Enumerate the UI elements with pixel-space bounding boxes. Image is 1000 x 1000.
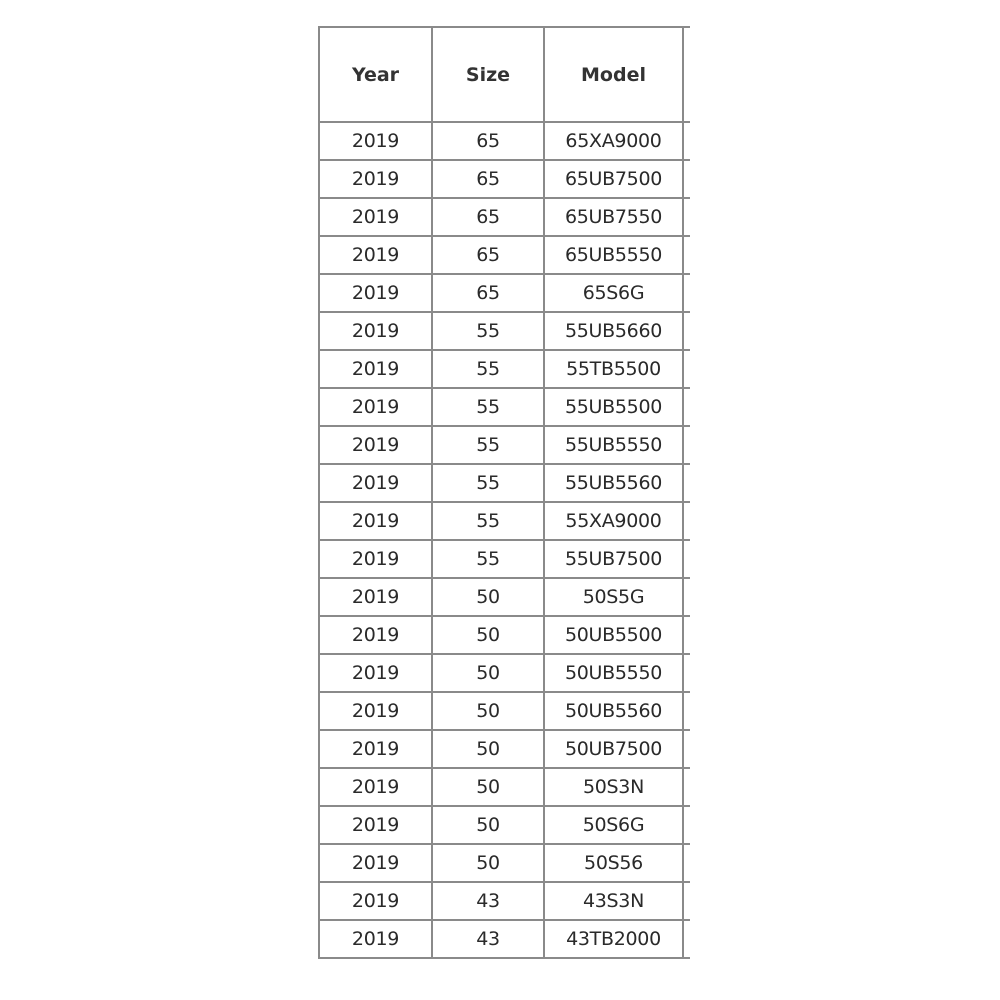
table-row <box>319 502 690 540</box>
cell-cut-off-column <box>683 236 690 274</box>
table-row <box>319 616 690 654</box>
table-row <box>319 274 690 312</box>
table-row <box>319 464 690 502</box>
cell-model: 55UB5500 <box>544 388 683 426</box>
cell-model: 50S6G <box>544 806 683 844</box>
cell-year: 2019 <box>319 274 432 312</box>
cell-model: 55UB7500 <box>544 540 683 578</box>
header-cut-off-column <box>683 27 690 122</box>
header-model: Model <box>544 27 683 122</box>
cell-year: 2019 <box>319 844 432 882</box>
table-row <box>319 350 690 388</box>
cell-cut-off-column <box>683 882 690 920</box>
cell-model: 65S6G <box>544 274 683 312</box>
table-row <box>319 806 690 844</box>
cell-cut-off-column <box>683 274 690 312</box>
cell-cut-off-column <box>683 426 690 464</box>
cell-year: 2019 <box>319 882 432 920</box>
cell-cut-off-column <box>683 806 690 844</box>
cell-cut-off-column <box>683 768 690 806</box>
cell-cut-off-column <box>683 160 690 198</box>
cell-year: 2019 <box>319 198 432 236</box>
cell-size: 55 <box>432 350 544 388</box>
cell-model: 55UB5550 <box>544 426 683 464</box>
cell-size: 43 <box>432 882 544 920</box>
cell-year: 2019 <box>319 464 432 502</box>
cell-size: 65 <box>432 160 544 198</box>
cell-year: 2019 <box>319 160 432 198</box>
cell-year: 2019 <box>319 426 432 464</box>
cell-year: 2019 <box>319 768 432 806</box>
table-row <box>319 236 690 274</box>
cell-model: 50UB5500 <box>544 616 683 654</box>
cell-size: 55 <box>432 426 544 464</box>
cell-model: 50S3N <box>544 768 683 806</box>
cell-size: 55 <box>432 540 544 578</box>
cell-size: 43 <box>432 920 544 958</box>
tv-models-table <box>318 26 690 959</box>
cell-model: 50S56 <box>544 844 683 882</box>
cell-year: 2019 <box>319 920 432 958</box>
cell-size: 50 <box>432 578 544 616</box>
cell-year: 2019 <box>319 654 432 692</box>
table-body <box>319 122 690 958</box>
cell-size: 50 <box>432 806 544 844</box>
cell-cut-off-column <box>683 920 690 958</box>
table-row <box>319 920 690 958</box>
cell-size: 65 <box>432 236 544 274</box>
cell-model: 55TB5500 <box>544 350 683 388</box>
cell-model: 50S5G <box>544 578 683 616</box>
cell-year: 2019 <box>319 236 432 274</box>
table-row <box>319 122 690 160</box>
cell-year: 2019 <box>319 692 432 730</box>
cell-model: 65UB7500 <box>544 160 683 198</box>
cell-model: 50UB5550 <box>544 654 683 692</box>
cell-cut-off-column <box>683 540 690 578</box>
cell-cut-off-column <box>683 730 690 768</box>
cell-size: 55 <box>432 312 544 350</box>
cell-cut-off-column <box>683 198 690 236</box>
cell-cut-off-column <box>683 844 690 882</box>
cell-model: 55UB5660 <box>544 312 683 350</box>
table-row <box>319 768 690 806</box>
cell-year: 2019 <box>319 122 432 160</box>
table-row <box>319 312 690 350</box>
table-row <box>319 540 690 578</box>
table-row <box>319 160 690 198</box>
cell-model: 65UB7550 <box>544 198 683 236</box>
cell-size: 65 <box>432 274 544 312</box>
cell-model: 65UB5550 <box>544 236 683 274</box>
cell-size: 50 <box>432 692 544 730</box>
cell-size: 55 <box>432 388 544 426</box>
cell-size: 50 <box>432 844 544 882</box>
cell-year: 2019 <box>319 540 432 578</box>
cell-year: 2019 <box>319 350 432 388</box>
cell-year: 2019 <box>319 312 432 350</box>
cell-cut-off-column <box>683 654 690 692</box>
cell-model: 55UB5560 <box>544 464 683 502</box>
cell-cut-off-column <box>683 502 690 540</box>
cell-cut-off-column <box>683 350 690 388</box>
cell-size: 50 <box>432 730 544 768</box>
cell-cut-off-column <box>683 312 690 350</box>
cell-size: 55 <box>432 464 544 502</box>
cell-year: 2019 <box>319 730 432 768</box>
table-row <box>319 426 690 464</box>
table-row <box>319 198 690 236</box>
cell-cut-off-column <box>683 616 690 654</box>
cell-size: 50 <box>432 654 544 692</box>
table-row <box>319 692 690 730</box>
cell-cut-off-column <box>683 122 690 160</box>
table-row <box>319 654 690 692</box>
table-row <box>319 730 690 768</box>
cell-year: 2019 <box>319 616 432 654</box>
cell-year: 2019 <box>319 806 432 844</box>
cell-cut-off-column <box>683 464 690 502</box>
cell-model: 43S3N <box>544 882 683 920</box>
header-row <box>319 27 690 122</box>
header-year: Year <box>319 27 432 122</box>
cell-size: 65 <box>432 198 544 236</box>
cell-model: 50UB5560 <box>544 692 683 730</box>
cell-model: 50UB7500 <box>544 730 683 768</box>
cell-cut-off-column <box>683 388 690 426</box>
table-row <box>319 388 690 426</box>
cell-size: 65 <box>432 122 544 160</box>
cell-size: 50 <box>432 616 544 654</box>
cell-cut-off-column <box>683 692 690 730</box>
cell-model: 65XA9000 <box>544 122 683 160</box>
cell-size: 55 <box>432 502 544 540</box>
table-frame <box>318 26 690 1000</box>
cell-year: 2019 <box>319 578 432 616</box>
table-row <box>319 844 690 882</box>
table-row <box>319 578 690 616</box>
cell-year: 2019 <box>319 502 432 540</box>
header-size: Size <box>432 27 544 122</box>
table-row <box>319 882 690 920</box>
cell-year: 2019 <box>319 388 432 426</box>
cell-cut-off-column <box>683 578 690 616</box>
cell-model: 43TB2000 <box>544 920 683 958</box>
cell-size: 50 <box>432 768 544 806</box>
cell-model: 55XA9000 <box>544 502 683 540</box>
